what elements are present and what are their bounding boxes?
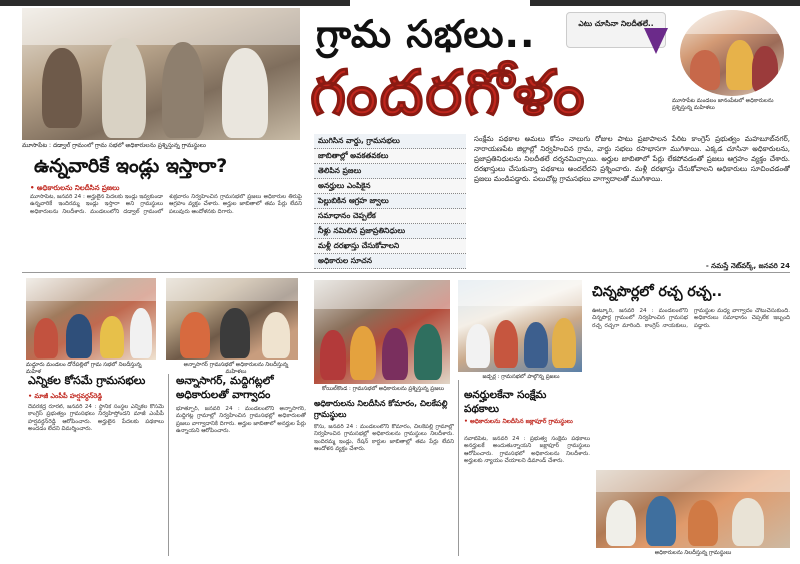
photo-figure	[732, 498, 764, 546]
photo-figure	[222, 48, 268, 138]
photo-figure	[752, 46, 778, 92]
photo-figure	[466, 324, 490, 368]
photo-figure	[524, 322, 548, 368]
photo-figure	[494, 320, 518, 368]
body-annasagar: భూత్పూర్, జనవరి 24 : మండలంలోని అన్నాసాగర్, మద్దిగట్ల గ్రామాల్లో నిర్వహించిన గ్రామసభల్లో అధికారులతో ప్రజలు వాగ్వాదానికి దిగారు. అర్హుల జాబితాలో అనర్హుల పేర్లు ఉన్నాయని ఆరోపించారు.	[176, 406, 306, 435]
photo-figure	[606, 500, 636, 546]
photo-villagers	[596, 470, 790, 548]
photo-figure	[102, 38, 146, 138]
photo-jadcherla	[458, 280, 582, 372]
bullet-item: నీళ్లు నమిలిన ప్రజాప్రతినిధులు	[314, 224, 466, 239]
bullet-dot: •	[464, 418, 470, 425]
bullet-item: అనర్హులు ఎంపికైన	[314, 179, 466, 194]
photo-figure	[220, 308, 250, 358]
photo-figure	[100, 316, 124, 358]
photo-figure	[180, 312, 210, 358]
photo-inset-women	[680, 10, 784, 96]
bullet-item: అధికారుల సూచన	[314, 254, 466, 269]
bullet-item: ముగిసిన వార్డు, గ్రామసభలు	[314, 134, 466, 149]
bullet-dot: •	[28, 392, 35, 400]
callout-arrow-icon	[644, 28, 668, 54]
caption-villagers: అధికారులను నిలదీస్తున్న గ్రామస్థులు	[654, 550, 732, 556]
body-elections: దేవరకద్ర రూరల్, జనవరి 24 : స్థానిక సంస్థల ఎన్నికల కోసమే కాంగ్రెస్ ప్రభుత్వం గ్రామసభలు నిర్వహిస్తోందని మాజీ ఎంపీపీ హర్షవర్ధన్‌రెడ్డి ఆరోపించారు. అర్హులైన పేదలకు పథకాలు అందడం లేదని విమర్శించారు.	[28, 404, 164, 433]
photo-figure	[414, 324, 442, 380]
subhead-elections-text: మాజీ ఎంపీపీ హర్షవర్ధన్‌రెడ్డి	[34, 392, 103, 400]
inset-caption: మూసాపేట మండలం జానంపేటలో అధికారులను ప్రశ్నిస్తున్న మహిళలు	[672, 98, 774, 111]
photo-dorepalli	[26, 278, 156, 360]
photo-figure	[34, 318, 58, 358]
subhead-elections	[28, 392, 168, 402]
divider-top	[22, 272, 790, 273]
photo-koilkonda	[314, 280, 450, 384]
body-welfare: నవాబ్‌పేట, జనవరి 24 : ప్రభుత్వ సంక్షేమ పథకాలు అనర్హులకే అందుతున్నాయని జక్లాపూర్ గ్రామస్థులు ఆరోపించారు. గ్రామసభలో అధికారులను నిలదీశారు. అర్హులకు న్యాయం చేయాలని డిమాండ్ చేశారు.	[464, 436, 590, 465]
photo-figure	[382, 328, 408, 380]
photo-figure	[646, 496, 676, 546]
headline-main-line1: గ్రామ సభలు..	[316, 12, 536, 56]
photo-gramasabha-dadwal	[22, 8, 300, 140]
headline-callout: ఎటు చూసినా నిలదీతలే..	[566, 12, 666, 48]
bullet-item: మళ్లీ దరఖాస్తు చేసుకోవాలని	[314, 239, 466, 254]
photo-figure	[262, 312, 290, 358]
caption-dorepalli: మద్దూరు మండలం దోరేపల్లిలో గ్రామ సభలో నిలదీస్తున్న మహిళ	[26, 362, 142, 375]
lead-story-body: సంక్షేమ పథకాల అమలు కోసం నాలుగు రోజుల పాటు ప్రజాపాలన పేరిట కాంగ్రెస్ ప్రభుత్వం మహబూబ్‌నగర్, నారాయణపేట జిల్లాల్లో నిర్వహించిన గ్రామ, వార్డు సభలు రసాభాసగా ముగిశాయి. ఎక్కడ చూసినా అధికారులను, ప్రజాప్రతినిధులను నిలదీతలే దర్శనమిచ్చాయి. అర్హుల జాబితాలో పేర్లు లేకపోవడంతో ప్రజలు ఆగ్రహం వ్యక్తం చేశారు. దరఖాస్తులు చేసుకున్నా పథకాలు అందలేదని ప్రశ్నించారు. మళ్లీ దరఖాస్తు చేసుకోవాలని అధికారులు సూచించడంతో ప్రజలు మండిపడ్డారు. పలుచోట్ల గ్రామసభలు వాగ్వాదాలతో ముగిశాయి.	[474, 135, 790, 183]
headline-elections: ఎన్నికల కోసమే గ్రామసభలు	[28, 374, 146, 387]
bullet-list	[314, 134, 466, 286]
headline-annasagar: అన్నాసాగర్, మద్దిగట్లలో అధికారులతో వాగ్వాదం	[176, 375, 274, 401]
photo-figure	[320, 330, 346, 380]
body-houses: మూసాపేట, జనవరి 24 : అర్హులైన పేదలకు ఇండ్లు ఇవ్వకుండా ఉన్నవారికే ఇందిరమ్మ ఇండ్లు ఇస్తారా అని గ్రామస్థులు అధికారులను నిలదీశారు. మండలంలోని దడ్వాల్ గ్రామంలో శుక్రవారం నిర్వహించిన గ్రామసభలో ప్రజలు అధికారుల తీరుపై ఆగ్రహం వ్యక్తం చేశారు. అర్హుల జాబితాలో తమ పేర్లు లేవని పలువురు ఆందోళనకు దిగారు.	[30, 194, 302, 215]
subhead-welfare-text: అధికారులను నిలదీసిన జక్లాపూర్ గ్రామస్థులు	[469, 418, 573, 425]
body-chinnaporla: ఊట్కూర్, జనవరి 24 : మండలంలోని చిన్నపొర్ల గ్రామంలో నిర్వహించిన గ్రామసభ రచ్చ రచ్చగా మారింది. కాంగ్రెస్ నాయకులు, గ్రామస్థుల మధ్య వాగ్వాదం చోటుచేసుకుంది. అధికారులు సమాధానం చెప్పలేక ఇబ్బంది పడ్డారు.	[592, 308, 790, 329]
photo-figure	[552, 318, 576, 368]
bullet-item: సమాధానం చెప్పలేక	[314, 209, 466, 224]
caption-koilkonda: కోయిల్‌కొండ : గ్రామసభలో అధికారులను ప్రశ్నిస్తున్న ప్రజలు	[321, 386, 445, 392]
headline-kosgi: అధికారులను నిలదీసిన కోమారం, చిలకేపల్లి గ్రామస్థులు	[314, 399, 448, 419]
bullet-dot: •	[30, 184, 37, 192]
subhead-welfare	[464, 418, 584, 426]
headline-welfare: అనర్హులకేనా సంక్షేమ పథకాలు	[464, 389, 547, 415]
bullet-item: పెల్లుబికిన ఆగ్రహ జ్వాలు	[314, 194, 466, 209]
photo-figure	[42, 48, 82, 128]
bullet-item: తెలిపిన ప్రజలు	[314, 164, 466, 179]
top-bar-gap	[350, 0, 530, 6]
headline-main-line2: గందరగోళం	[310, 56, 587, 129]
bullet-item: జాబితాల్లో అవకతవకలు	[314, 149, 466, 164]
photo-figure	[690, 50, 720, 90]
lead-story-byline: - నమస్తే నెట్‌వర్క్, జనవరి 24	[705, 262, 790, 270]
photo-figure	[350, 326, 376, 380]
photo-figure	[726, 40, 754, 90]
photo-caption-dadwal: మూసాపేట : దడ్వాల్ గ్రామంలో గ్రామ సభలో అధికారులను ప్రశ్నిస్తున్న గ్రామస్థులు	[22, 142, 206, 149]
divider-col1	[168, 374, 169, 556]
headline-chinnaporla: చిన్నపొర్లలో రచ్చ రచ్చ..	[592, 284, 723, 300]
caption-annasagar: అన్నాసాగర్ గ్రామసభలో అధికారులను నిలదీస్తున్న మహిళలు	[183, 362, 289, 375]
photo-annasagar	[166, 278, 298, 360]
photo-figure	[66, 314, 92, 358]
photo-figure	[130, 308, 152, 358]
divider-col3	[458, 380, 459, 556]
headline-houses: ఉన్నవారికే ఇండ్లు ఇస్తారా?	[34, 155, 228, 177]
body-kosgi: కోసు, జనవరి 24 : మండలంలోని కోమారం, చిలకేపల్లి గ్రామాల్లో నిర్వహించిన గ్రామసభల్లో అధికారులను గ్రామస్థులు నిలదీశారు. ఇందిరమ్మ ఇండ్లు, రేషన్ కార్డుల జాబితాల్లో తమ పేర్లు లేవని ఆందోళన వ్యక్తం చేశారు.	[314, 424, 454, 453]
photo-figure	[162, 42, 204, 138]
subhead-houses	[30, 184, 300, 194]
subhead-houses-text: అధికారులను నిలదీసిన ప్రజలు	[36, 184, 120, 192]
photo-figure	[688, 500, 718, 546]
caption-jadcherla: జడ్చర్ల : గ్రామసభలో పాల్గొన్న ప్రజలు	[482, 374, 560, 380]
